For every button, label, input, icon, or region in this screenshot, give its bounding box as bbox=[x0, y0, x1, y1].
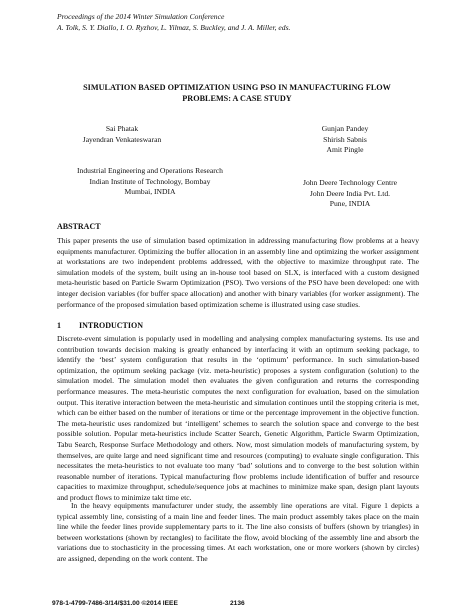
authors-left bbox=[52, 124, 192, 145]
affiliation-line: Industrial Engineering and Operations Research bbox=[77, 166, 223, 175]
introduction-heading bbox=[57, 321, 143, 330]
page-number: 2136 bbox=[230, 600, 245, 607]
proceedings-editors: A. Tolk, S. Y. Diallo, I. O. Ryzhov, L. Yilmaz, S. Buckley, and J. A. Miller, eds. bbox=[57, 22, 291, 32]
abstract-text: This paper presents the use of simulation based optimization in addressing manufacturing flow problems at a heavy equipments manufacturer. Optimizing the buffer allocation in an assembly line and optimizing the worker assignment at workstations are two independent problems addressed, with the objective to maximize throughput rate. The simulation models of the system, built using an in-house tool based on SLX, is interfaced with a custom designed meta-heuristic based on Particle Swarm Optimization (PSO). Two versions of the PSO have been developed: one with integer decision variables (for buffer space allocation) and another with binary variables (for worker assignment). The performance of the proposed simulation based optimization scheme is illustrated using case studies. bbox=[57, 236, 419, 309]
affiliation-left bbox=[50, 166, 250, 198]
affiliation-line: John Deere Technology Centre bbox=[302, 178, 397, 187]
introduction-paragraph-2: In the heavy equipments manufacturer under study, the assembly line operations are vital. Figure 1 depicts a typical assembly line, consisting of a main line and feeder lines. The main product assembly takes place on the main line while the feeder lines provide supplementary parts to it. The line also consists of buffers (shown by triangles) in between workstations (shown by rectangles) to facilitate the flow, avoid blocking of the assembly line and absorb the variations due to stochasticity in the processing times. At each workstation, one or more workers (shown by circles) are assigned, depending on the work content. The bbox=[57, 501, 419, 563]
affiliation-line: Pune, INDIA bbox=[329, 199, 371, 208]
proceedings-header bbox=[57, 12, 427, 33]
section-title: INTRODUCTION bbox=[79, 321, 144, 330]
abstract-heading: ABSTRACT bbox=[57, 222, 101, 231]
proceedings-line-1: Proceedings of the 2014 Winter Simulation Conference bbox=[57, 12, 225, 21]
affiliation-line: Indian Institute of Technology, Bombay bbox=[89, 176, 211, 186]
author-name: Gunjan Pandey bbox=[321, 124, 369, 133]
affiliation-right bbox=[270, 166, 430, 210]
title-line-2: PROBLEMS: A CASE STUDY bbox=[182, 94, 292, 103]
author-name: Sai Phatak bbox=[105, 124, 139, 133]
author-name: Jayendran Venkateswaran bbox=[82, 134, 162, 144]
author-name: Amit Pingle bbox=[326, 145, 364, 154]
authors-right bbox=[285, 124, 405, 156]
section-number: 1 bbox=[57, 321, 61, 330]
isbn-copyright: 978-1-4799-7486-3/14/$31.00 ©2014 IEEE bbox=[52, 600, 178, 607]
introduction-paragraph-1: Discrete-event simulation is popularly used in modelling and analysing complex manufacturing systems. Its use and contribution towards decision making is greatly enhanced by interfacing it with an optimum seeking package, to identify the ‘best’ system configuration that results in the ‘optimum’ performance. In such simulation-based optimization, the optimum seeking package (viz. meta-heuristic) proposes a system configuration (solution) to the simulation model. The simulation model then evaluates the given configuration and returns the corresponding performance measures. The meta-heuristic computes the next configuration for evaluation, based on the simulation output. This iterative interaction between the meta-heuristic and simulation continues until the stopping criteria is met, which can be either based on the number of iterations or time or the percentage improvement in the objective function. The meta-heuristic uses randomized but ‘intelligent’ schemes to search the solution space and converge to the best possible solution. Popular meta-heuristics include Scatter Search, Genetic Algorithm, Particle Swarm Optimization, Tabu Search, Response Surface Methodology and others. Now, most simulation models of manufacturing system, by themselves, are quite large and need significant time and resources (computing) to evaluate single configuration. This necessitates the meta-heuristics to not evaluate too many ‘bad’ solutions and to converge to the best solution within reasonable number of iterations. Typical manufacturing flow problems include identification of buffer and resource capacities to maximize throughput, schedule/sequence jobs at machines to minimize make span, design plant layouts and product flows to minimize takt time etc. bbox=[57, 334, 419, 502]
title-line-1: SIMULATION BASED OPTIMIZATION USING PSO IN MANUFACTURING FLOW bbox=[83, 83, 391, 92]
author-name: Shirish Sabnis bbox=[323, 134, 367, 144]
paper-title bbox=[57, 82, 417, 104]
affiliation-line: John Deere India Pvt. Ltd. bbox=[309, 188, 391, 198]
affiliation-line: Mumbai, INDIA bbox=[124, 187, 176, 196]
